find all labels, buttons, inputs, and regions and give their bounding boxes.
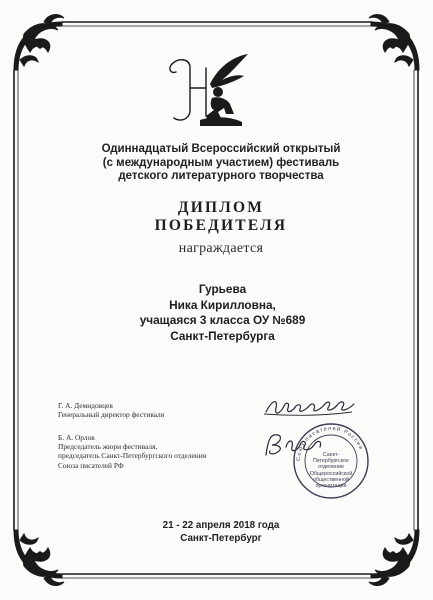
stamp-line: Общероссийской xyxy=(309,470,353,477)
stamp-line: Санкт- xyxy=(322,452,340,458)
writer-with-quill-icon xyxy=(160,50,252,130)
signatory-name: Г. А. Демидовцев xyxy=(58,401,113,410)
stamp-line: общественной xyxy=(313,476,349,483)
stamp-line: Петербургское xyxy=(312,458,350,465)
recipient-school: учащаяся 3 класса ОУ №689 xyxy=(139,313,306,327)
signatory-jury-chair xyxy=(58,433,206,470)
event-city: Санкт-Петербург xyxy=(180,532,262,544)
stamp-ring-text: Союз писателей России xyxy=(295,425,364,462)
stamp-center-text xyxy=(305,452,357,489)
festival-title-line: детского литературного творчества xyxy=(118,170,324,182)
diploma-title xyxy=(90,199,352,235)
awarded-text: награждается xyxy=(178,241,264,256)
diploma-title-line: ПОБЕДИТЕЛЯ xyxy=(154,217,288,234)
director-signature xyxy=(262,396,357,418)
festival-title xyxy=(90,143,352,184)
recipient-surname: Гурьева xyxy=(198,282,247,296)
stamp-line: организации xyxy=(315,483,347,490)
recipient-city: Санкт-Петербурга xyxy=(170,328,275,343)
event-footer xyxy=(90,520,352,545)
recipient-name: Ника Кирилловна, xyxy=(169,297,276,312)
festival-title-line: Одиннадцатый Всероссийский открытый xyxy=(101,143,341,155)
signatory-role: Председатель жюри фестиваля, xyxy=(58,442,158,452)
diploma-title-line: ДИПЛОМ xyxy=(177,199,265,216)
festival-title-line: (с международным участием) фестиваль xyxy=(102,156,340,169)
signatory-role: председатель Санкт-Петербургского отделения xyxy=(58,451,207,461)
signatory-role: Союза писателей РФ xyxy=(58,460,124,470)
signatory-role: Генеральный директор фестиваля xyxy=(58,410,165,420)
event-date: 21 - 22 апреля 2018 года xyxy=(162,520,280,531)
recipient-block xyxy=(95,282,350,344)
stamp-line: отделение xyxy=(318,464,344,471)
signatory-director xyxy=(58,401,164,419)
signatory-name: Б. А. Орлов xyxy=(58,433,95,442)
